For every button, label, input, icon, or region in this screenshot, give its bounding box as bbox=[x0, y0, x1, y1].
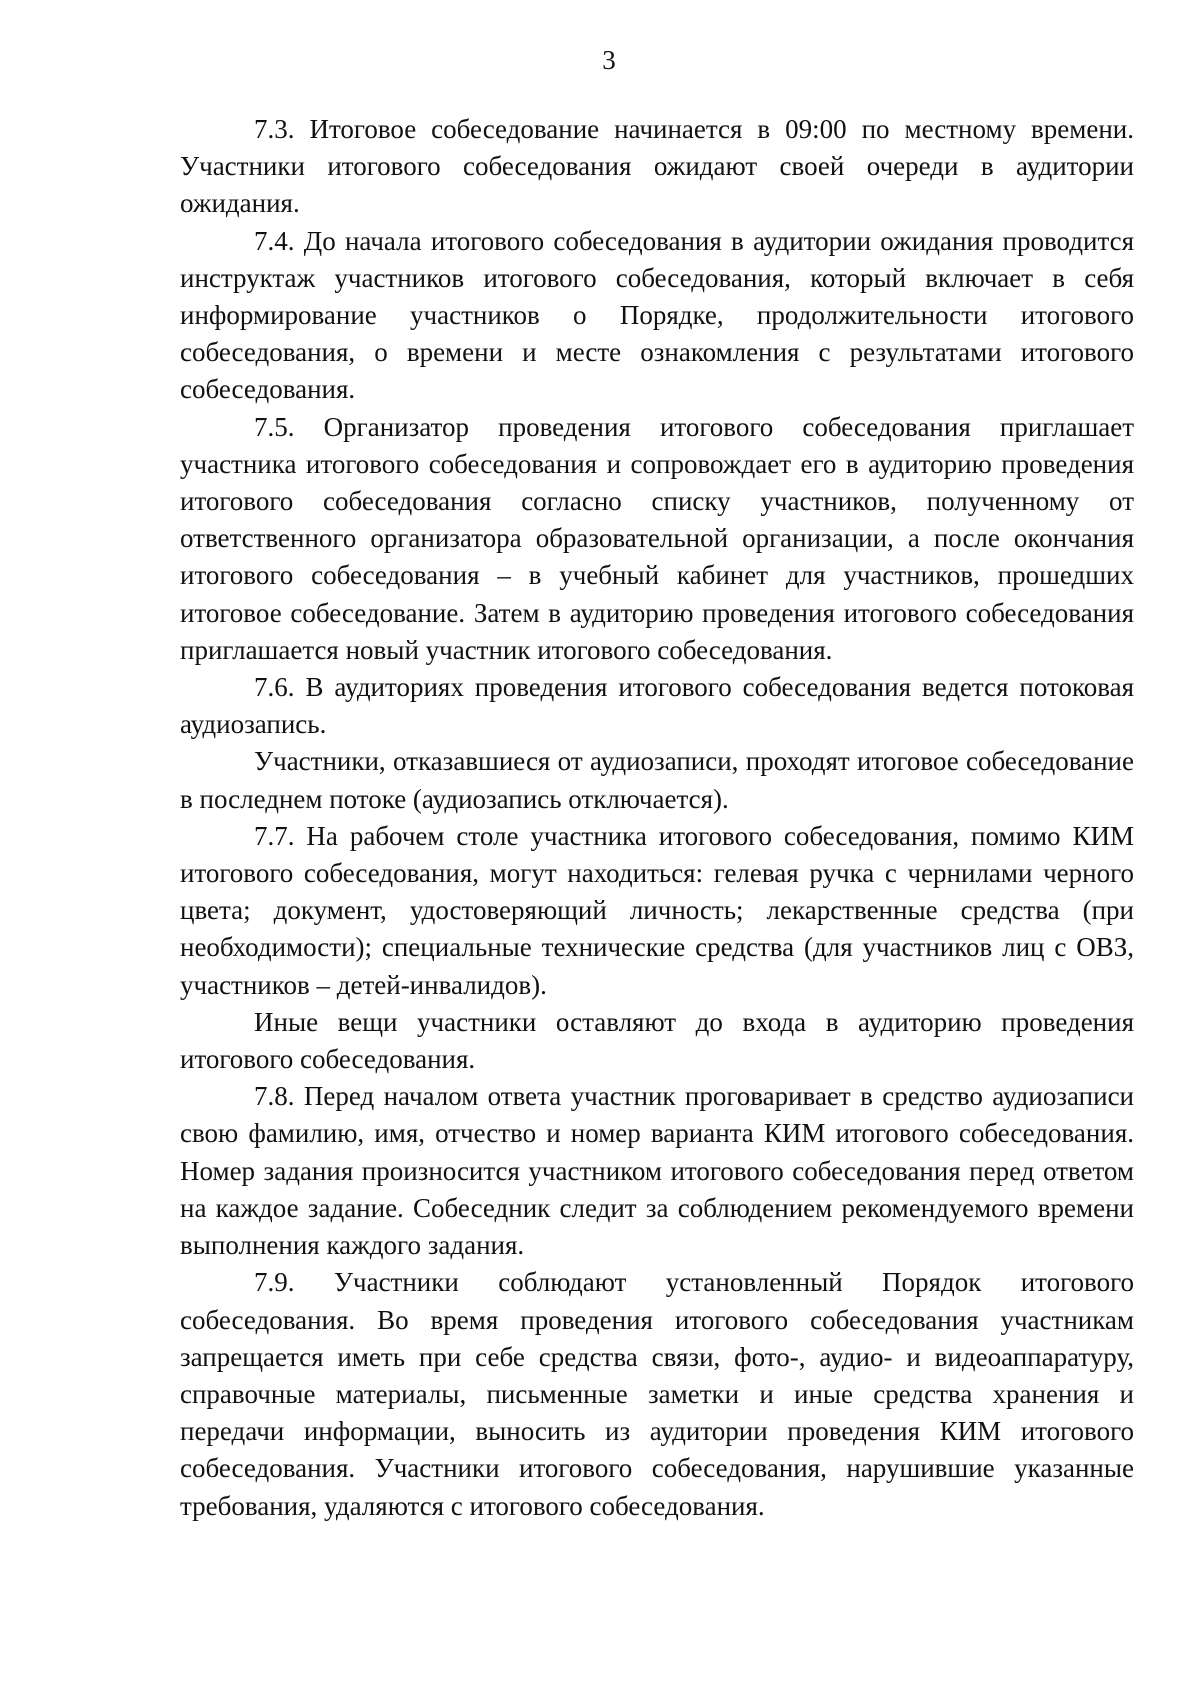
paragraph-7-8: 7.8. Перед началом ответа участник проговаривает в средство аудиозаписи свою фамилию, имя, отчество и номер варианта КИМ итогового собеседования. Номер задания произносится участником итогового собеседования перед ответом на каждое задание. Собеседник следит за соблюдением рекомендуемого времени выполнения каждого задания. bbox=[180, 1081, 1134, 1261]
paragraph-7-7-note: Иные вещи участники оставляют до входа в аудиторию проведения итогового собеседования. bbox=[180, 1006, 1134, 1075]
page-number: 3 bbox=[602, 45, 616, 75]
paragraph-7-6-note: Участники, отказавшиеся от аудиозаписи, проходят итоговое собеседование в последнем потоке (аудиозапись отключается). bbox=[180, 746, 1134, 814]
paragraph-7-7: 7.7. На рабочем столе участника итогового собеседования, помимо КИМ итогового собеседования, могут находиться: гелевая ручка с чернилами черного цвета; документ, удостоверяющий личность; лекарственные средства (при необходимости); специальные технические средства (для участников лиц с ОВЗ, участников – детей-инвалидов). bbox=[180, 820, 1134, 1000]
paragraph-7-6: 7.6. В аудиториях проведения итогового собеседования ведется потоковая аудиозапись. bbox=[180, 672, 1134, 740]
paragraph-7-4: 7.4. До начала итогового собеседования в аудитории ожидания проводится инструктаж участников итогового собеседования, который включает в себя информирование участников о Порядке, продолжительности итогового собеседования, о времени и месте ознакомления с результатами итогового собеседования. bbox=[180, 225, 1134, 405]
paragraph-7-5: 7.5. Организатор проведения итогового собеседования приглашает участника итогового собеседования и сопровождает его в аудиторию проведения итогового собеседования согласно списку участников, полученному от ответственного организатора образовательной организации, а после окончания итогового собеседования – в учебный кабинет для участников, прошедших итоговое собеседование. Затем в аудиторию проведения итогового собеседования приглашается новый участник итогового собеседования. bbox=[180, 411, 1134, 665]
paragraph-7-3: 7.3. Итоговое собеседование начинается в 09:00 по местному времени. Участники итогового собеседования ожидают своей очереди в аудитории ожидания. bbox=[180, 114, 1134, 219]
paragraph-7-9: 7.9. Участники соблюдают установленный Порядок итогового собеседования. Во время проведения итогового собеседования участникам запрещается иметь при себе средства связи, фото-, аудио- и видеоаппаратуру, справочные материалы, письменные заметки и иные средства хранения и передачи информации, выносить из аудитории проведения КИМ итогового собеседования. Участники итогового собеседования, нарушившие указанные требования, удаляются с итогового собеседования. bbox=[180, 1267, 1134, 1521]
document-body bbox=[180, 111, 1134, 1525]
